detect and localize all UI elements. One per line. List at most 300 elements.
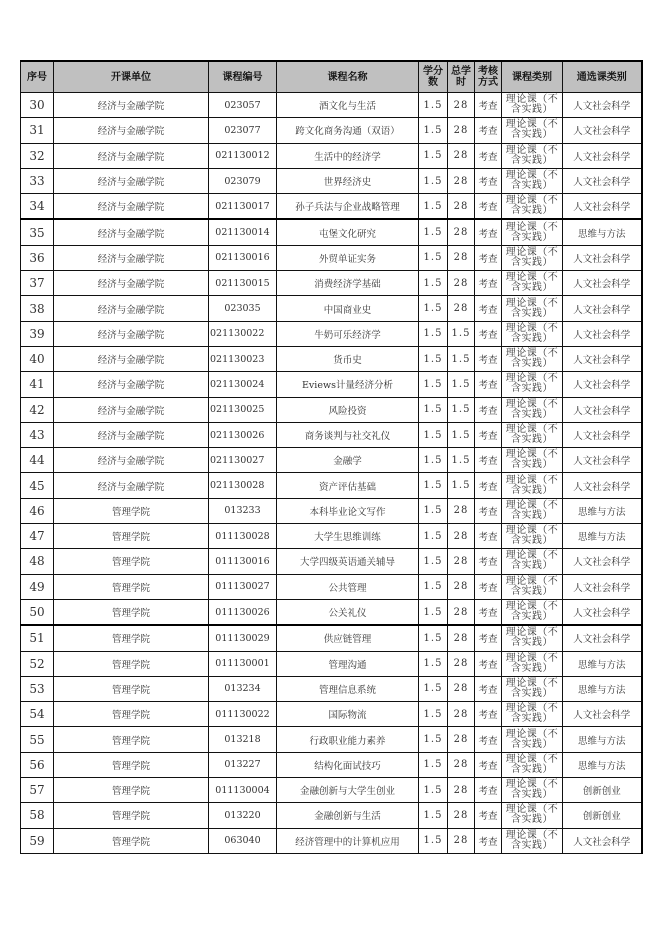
cell-credit: 1.5 (419, 651, 448, 676)
cell-general-category: 思维与方法 (563, 219, 642, 245)
cell-exam: 考查 (475, 168, 502, 193)
cell-general-category: 思维与方法 (563, 498, 642, 523)
table-row (21, 625, 642, 651)
cell-category: 理论课（不含实践） (502, 422, 563, 447)
cell-category: 理论课（不含实践） (502, 93, 563, 118)
cell-exam: 考查 (475, 625, 502, 651)
cell-general-category: 人文社会科学 (563, 599, 642, 625)
cell-exam: 考查 (475, 778, 502, 803)
cell-exam: 考查 (475, 271, 502, 296)
cell-seq: 40 (21, 346, 54, 371)
cell-hours: 28 (448, 727, 475, 752)
table-row (21, 296, 642, 321)
cell-exam: 考查 (475, 651, 502, 676)
cell-seq: 31 (21, 118, 54, 143)
cell-general-category: 创新创业 (563, 803, 642, 828)
cell-hours: 1.5 (448, 372, 475, 397)
cell-seq: 59 (21, 828, 54, 853)
header-name: 课程名称 (277, 61, 419, 93)
cell-category: 理论课（不含实践） (502, 549, 563, 574)
cell-general-category: 人文社会科学 (563, 143, 642, 168)
cell-hours: 1.5 (448, 473, 475, 498)
cell-hours: 28 (448, 778, 475, 803)
cell-seq: 34 (21, 194, 54, 220)
cell-unit: 管理学院 (54, 651, 209, 676)
cell-unit: 管理学院 (54, 676, 209, 701)
cell-general-category: 思维与方法 (563, 752, 642, 777)
cell-course-name: 公关礼仪 (277, 599, 419, 625)
table-row (21, 498, 642, 523)
cell-hours: 1.5 (448, 321, 475, 346)
cell-credit: 1.5 (419, 118, 448, 143)
cell-course-name: 金融创新与生活 (277, 803, 419, 828)
cell-seq: 37 (21, 271, 54, 296)
cell-seq: 39 (21, 321, 54, 346)
cell-exam: 考查 (475, 397, 502, 422)
cell-credit: 1.5 (419, 397, 448, 422)
header-general-category: 通选课类别 (563, 61, 642, 93)
cell-exam: 考查 (475, 448, 502, 473)
cell-exam: 考查 (475, 549, 502, 574)
cell-general-category: 创新创业 (563, 778, 642, 803)
cell-general-category: 人文社会科学 (563, 473, 642, 498)
cell-seq: 50 (21, 599, 54, 625)
cell-exam: 考查 (475, 727, 502, 752)
cell-seq: 58 (21, 803, 54, 828)
cell-category: 理论课（不含实践） (502, 372, 563, 397)
course-table-container (20, 60, 641, 854)
cell-general-category: 人文社会科学 (563, 828, 642, 853)
cell-exam: 考查 (475, 321, 502, 346)
cell-exam: 考查 (475, 194, 502, 220)
cell-general-category: 人文社会科学 (563, 574, 642, 599)
cell-course-name: 跨文化商务沟通（双语） (277, 118, 419, 143)
elective-course-table (20, 60, 643, 854)
cell-code: 013233 (209, 498, 277, 523)
cell-category: 理论课（不含实践） (502, 143, 563, 168)
table-row (21, 397, 642, 422)
cell-general-category: 人文社会科学 (563, 321, 642, 346)
cell-seq: 51 (21, 625, 54, 651)
cell-unit: 管理学院 (54, 752, 209, 777)
cell-hours: 1.5 (448, 346, 475, 371)
cell-code: 021130014 (209, 219, 277, 245)
table-row (21, 524, 642, 549)
header-hours: 总学时 (448, 61, 475, 93)
cell-hours: 28 (448, 752, 475, 777)
cell-seq: 30 (21, 93, 54, 118)
cell-hours: 28 (448, 702, 475, 727)
table-row (21, 676, 642, 701)
cell-exam: 考查 (475, 143, 502, 168)
cell-general-category: 人文社会科学 (563, 625, 642, 651)
cell-general-category: 人文社会科学 (563, 397, 642, 422)
cell-course-name: 结构化面试技巧 (277, 752, 419, 777)
table-row (21, 549, 642, 574)
cell-general-category: 人文社会科学 (563, 93, 642, 118)
cell-code: 011130004 (209, 778, 277, 803)
cell-credit: 1.5 (419, 752, 448, 777)
table-row (21, 448, 642, 473)
cell-unit: 经济与金融学院 (54, 194, 209, 220)
cell-hours: 28 (448, 194, 475, 220)
cell-category: 理论课（不含实践） (502, 574, 563, 599)
cell-code: 011130022 (209, 702, 277, 727)
cell-credit: 1.5 (419, 778, 448, 803)
cell-hours: 28 (448, 524, 475, 549)
cell-exam: 考查 (475, 93, 502, 118)
cell-code: 011130016 (209, 549, 277, 574)
cell-category: 理论课（不含实践） (502, 245, 563, 270)
cell-category: 理论课（不含实践） (502, 651, 563, 676)
cell-exam: 考查 (475, 498, 502, 523)
cell-seq: 46 (21, 498, 54, 523)
cell-credit: 1.5 (419, 168, 448, 193)
cell-credit: 1.5 (419, 321, 448, 346)
cell-unit: 经济与金融学院 (54, 372, 209, 397)
cell-code: 023077 (209, 118, 277, 143)
cell-course-name: 牛奶可乐经济学 (277, 321, 419, 346)
cell-course-name: 风险投资 (277, 397, 419, 422)
cell-general-category: 人文社会科学 (563, 194, 642, 220)
cell-exam: 考查 (475, 574, 502, 599)
cell-hours: 28 (448, 651, 475, 676)
cell-seq: 57 (21, 778, 54, 803)
cell-credit: 1.5 (419, 828, 448, 853)
cell-unit: 管理学院 (54, 778, 209, 803)
cell-course-name: 商务谈判与社交礼仪 (277, 422, 419, 447)
cell-unit: 经济与金融学院 (54, 271, 209, 296)
cell-course-name: 酒文化与生活 (277, 93, 419, 118)
cell-unit: 经济与金融学院 (54, 448, 209, 473)
cell-code: 063040 (209, 828, 277, 853)
cell-seq: 38 (21, 296, 54, 321)
cell-general-category: 人文社会科学 (563, 296, 642, 321)
cell-unit: 管理学院 (54, 549, 209, 574)
cell-unit: 经济与金融学院 (54, 143, 209, 168)
cell-category: 理论课（不含实践） (502, 168, 563, 193)
cell-credit: 1.5 (419, 346, 448, 371)
table-row (21, 245, 642, 270)
cell-code: 013234 (209, 676, 277, 701)
cell-credit: 1.5 (419, 448, 448, 473)
cell-general-category: 人文社会科学 (563, 422, 642, 447)
cell-hours: 1.5 (448, 448, 475, 473)
cell-exam: 考查 (475, 473, 502, 498)
cell-course-name: 管理信息系统 (277, 676, 419, 701)
cell-code: 013218 (209, 727, 277, 752)
cell-category: 理论课（不含实践） (502, 828, 563, 853)
cell-exam: 考查 (475, 245, 502, 270)
table-row (21, 271, 642, 296)
cell-hours: 28 (448, 625, 475, 651)
cell-course-name: 公共管理 (277, 574, 419, 599)
cell-credit: 1.5 (419, 219, 448, 245)
cell-code: 011130029 (209, 625, 277, 651)
cell-code: 021130026 (209, 422, 277, 447)
cell-category: 理论课（不含实践） (502, 599, 563, 625)
cell-unit: 管理学院 (54, 625, 209, 651)
table-row (21, 118, 642, 143)
cell-course-name: 大学生思维训练 (277, 524, 419, 549)
cell-hours: 28 (448, 599, 475, 625)
cell-seq: 41 (21, 372, 54, 397)
cell-code: 011130001 (209, 651, 277, 676)
cell-category: 理论课（不含实践） (502, 803, 563, 828)
cell-code: 021130023 (209, 346, 277, 371)
cell-hours: 28 (448, 574, 475, 599)
cell-category: 理论课（不含实践） (502, 271, 563, 296)
cell-seq: 36 (21, 245, 54, 270)
cell-course-name: 国际物流 (277, 702, 419, 727)
cell-credit: 1.5 (419, 93, 448, 118)
cell-category: 理论课（不含实践） (502, 219, 563, 245)
table-row (21, 168, 642, 193)
cell-exam: 考查 (475, 676, 502, 701)
table-row (21, 372, 642, 397)
cell-course-name: 金融创新与大学生创业 (277, 778, 419, 803)
header-code: 课程编号 (209, 61, 277, 93)
cell-code: 011130028 (209, 524, 277, 549)
cell-unit: 经济与金融学院 (54, 93, 209, 118)
cell-hours: 28 (448, 143, 475, 168)
cell-hours: 1.5 (448, 397, 475, 422)
cell-seq: 32 (21, 143, 54, 168)
cell-unit: 经济与金融学院 (54, 346, 209, 371)
cell-hours: 1.5 (448, 422, 475, 447)
cell-credit: 1.5 (419, 372, 448, 397)
cell-code: 021130024 (209, 372, 277, 397)
cell-hours: 28 (448, 296, 475, 321)
table-row (21, 727, 642, 752)
cell-credit: 1.5 (419, 803, 448, 828)
cell-exam: 考查 (475, 346, 502, 371)
header-seq: 序号 (21, 61, 54, 93)
cell-unit: 经济与金融学院 (54, 296, 209, 321)
cell-seq: 56 (21, 752, 54, 777)
cell-unit: 经济与金融学院 (54, 245, 209, 270)
cell-unit: 经济与金融学院 (54, 397, 209, 422)
cell-hours: 28 (448, 498, 475, 523)
cell-seq: 45 (21, 473, 54, 498)
cell-category: 理论课（不含实践） (502, 676, 563, 701)
cell-course-name: 屯堡文化研究 (277, 219, 419, 245)
cell-seq: 53 (21, 676, 54, 701)
cell-course-name: 货币史 (277, 346, 419, 371)
cell-credit: 1.5 (419, 625, 448, 651)
cell-general-category: 人文社会科学 (563, 372, 642, 397)
cell-seq: 33 (21, 168, 54, 193)
cell-unit: 经济与金融学院 (54, 473, 209, 498)
header-category: 课程类别 (502, 61, 563, 93)
table-row (21, 702, 642, 727)
cell-credit: 1.5 (419, 727, 448, 752)
cell-exam: 考查 (475, 828, 502, 853)
cell-hours: 28 (448, 219, 475, 245)
cell-category: 理论课（不含实践） (502, 296, 563, 321)
cell-general-category: 人文社会科学 (563, 118, 642, 143)
cell-category: 理论课（不含实践） (502, 321, 563, 346)
cell-category: 理论课（不含实践） (502, 448, 563, 473)
cell-hours: 28 (448, 676, 475, 701)
cell-code: 011130026 (209, 599, 277, 625)
cell-code: 021130017 (209, 194, 277, 220)
cell-seq: 42 (21, 397, 54, 422)
cell-course-name: 供应链管理 (277, 625, 419, 651)
cell-course-name: 经济管理中的计算机应用 (277, 828, 419, 853)
table-row (21, 752, 642, 777)
cell-code: 021130027 (209, 448, 277, 473)
cell-general-category: 思维与方法 (563, 676, 642, 701)
cell-course-name: 行政职业能力素养 (277, 727, 419, 752)
cell-credit: 1.5 (419, 143, 448, 168)
cell-unit: 管理学院 (54, 727, 209, 752)
cell-credit: 1.5 (419, 194, 448, 220)
cell-code: 021130028 (209, 473, 277, 498)
cell-hours: 28 (448, 93, 475, 118)
cell-course-name: 世界经济史 (277, 168, 419, 193)
cell-code: 021130016 (209, 245, 277, 270)
cell-seq: 48 (21, 549, 54, 574)
cell-course-name: 本科毕业论文写作 (277, 498, 419, 523)
cell-category: 理论课（不含实践） (502, 727, 563, 752)
cell-seq: 52 (21, 651, 54, 676)
cell-exam: 考查 (475, 599, 502, 625)
cell-unit: 经济与金融学院 (54, 168, 209, 193)
cell-exam: 考查 (475, 118, 502, 143)
cell-category: 理论课（不含实践） (502, 778, 563, 803)
cell-hours: 28 (448, 549, 475, 574)
cell-credit: 1.5 (419, 574, 448, 599)
cell-exam: 考查 (475, 752, 502, 777)
table-body (21, 93, 642, 854)
table-row (21, 574, 642, 599)
cell-course-name: 中国商业史 (277, 296, 419, 321)
cell-seq: 44 (21, 448, 54, 473)
cell-code: 021130012 (209, 143, 277, 168)
cell-exam: 考查 (475, 372, 502, 397)
cell-unit: 经济与金融学院 (54, 219, 209, 245)
cell-credit: 1.5 (419, 296, 448, 321)
cell-general-category: 人文社会科学 (563, 245, 642, 270)
table-row (21, 599, 642, 625)
cell-general-category: 人文社会科学 (563, 271, 642, 296)
cell-unit: 经济与金融学院 (54, 118, 209, 143)
cell-general-category: 人文社会科学 (563, 168, 642, 193)
cell-general-category: 人文社会科学 (563, 346, 642, 371)
cell-category: 理论课（不含实践） (502, 498, 563, 523)
cell-credit: 1.5 (419, 599, 448, 625)
table-row (21, 346, 642, 371)
cell-exam: 考查 (475, 422, 502, 447)
cell-general-category: 人文社会科学 (563, 448, 642, 473)
cell-code: 023079 (209, 168, 277, 193)
cell-unit: 管理学院 (54, 498, 209, 523)
cell-credit: 1.5 (419, 245, 448, 270)
table-row (21, 473, 642, 498)
table-row (21, 803, 642, 828)
cell-course-name: 资产评估基础 (277, 473, 419, 498)
cell-general-category: 思维与方法 (563, 524, 642, 549)
cell-category: 理论课（不含实践） (502, 702, 563, 727)
cell-category: 理论课（不含实践） (502, 194, 563, 220)
cell-seq: 35 (21, 219, 54, 245)
cell-seq: 55 (21, 727, 54, 752)
cell-credit: 1.5 (419, 473, 448, 498)
cell-seq: 49 (21, 574, 54, 599)
cell-course-name: 消费经济学基础 (277, 271, 419, 296)
cell-unit: 管理学院 (54, 828, 209, 853)
cell-unit: 管理学院 (54, 702, 209, 727)
cell-unit: 管理学院 (54, 599, 209, 625)
cell-course-name: 金融学 (277, 448, 419, 473)
cell-credit: 1.5 (419, 676, 448, 701)
cell-course-name: 管理沟通 (277, 651, 419, 676)
cell-exam: 考查 (475, 296, 502, 321)
cell-unit: 管理学院 (54, 524, 209, 549)
cell-unit: 管理学院 (54, 803, 209, 828)
cell-hours: 28 (448, 271, 475, 296)
cell-unit: 管理学院 (54, 574, 209, 599)
cell-course-name: 孙子兵法与企业战略管理 (277, 194, 419, 220)
cell-seq: 43 (21, 422, 54, 447)
cell-code: 021130025 (209, 397, 277, 422)
cell-code: 013227 (209, 752, 277, 777)
cell-credit: 1.5 (419, 524, 448, 549)
table-row (21, 828, 642, 853)
table-row (21, 194, 642, 220)
cell-category: 理论课（不含实践） (502, 397, 563, 422)
header-unit: 开课单位 (54, 61, 209, 93)
cell-credit: 1.5 (419, 702, 448, 727)
table-header-row (21, 61, 642, 93)
cell-hours: 28 (448, 803, 475, 828)
cell-credit: 1.5 (419, 422, 448, 447)
cell-unit: 经济与金融学院 (54, 422, 209, 447)
cell-unit: 经济与金融学院 (54, 321, 209, 346)
cell-category: 理论课（不含实践） (502, 118, 563, 143)
cell-category: 理论课（不含实践） (502, 346, 563, 371)
cell-credit: 1.5 (419, 498, 448, 523)
cell-exam: 考查 (475, 524, 502, 549)
cell-category: 理论课（不含实践） (502, 473, 563, 498)
cell-course-name: 生活中的经济学 (277, 143, 419, 168)
cell-seq: 47 (21, 524, 54, 549)
header-exam: 考核方式 (475, 61, 502, 93)
table-row (21, 93, 642, 118)
cell-category: 理论课（不含实践） (502, 752, 563, 777)
cell-course-name: Eviews计量经济分析 (277, 372, 419, 397)
table-row (21, 778, 642, 803)
cell-category: 理论课（不含实践） (502, 625, 563, 651)
cell-code: 023035 (209, 296, 277, 321)
cell-hours: 28 (448, 118, 475, 143)
cell-credit: 1.5 (419, 549, 448, 574)
table-row (21, 143, 642, 168)
cell-code: 021130022 (209, 321, 277, 346)
cell-general-category: 人文社会科学 (563, 702, 642, 727)
table-row (21, 219, 642, 245)
cell-hours: 28 (448, 168, 475, 193)
table-row (21, 321, 642, 346)
cell-code: 021130015 (209, 271, 277, 296)
table-row (21, 651, 642, 676)
cell-exam: 考查 (475, 702, 502, 727)
cell-general-category: 思维与方法 (563, 727, 642, 752)
cell-general-category: 思维与方法 (563, 651, 642, 676)
cell-course-name: 外贸单证实务 (277, 245, 419, 270)
table-row (21, 422, 642, 447)
